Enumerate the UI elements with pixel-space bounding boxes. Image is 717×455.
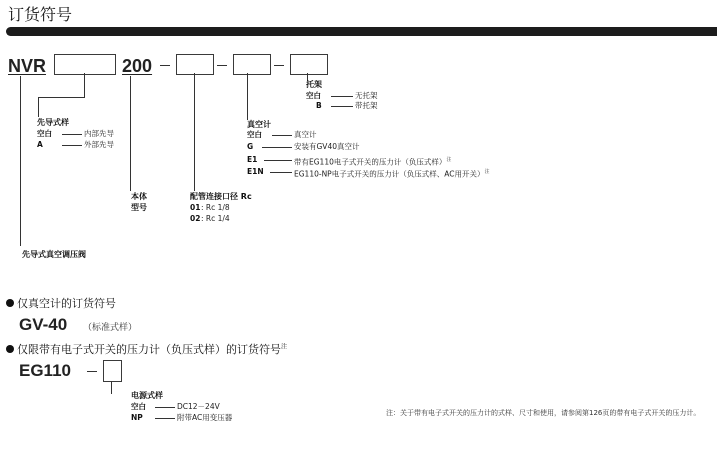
power-desc-ac: 附带AC用变压器: [177, 413, 233, 422]
body-model-label: 本体: [131, 192, 147, 201]
power-row-line: [155, 407, 175, 408]
port-desc-02: : Rc 1/4: [201, 214, 230, 223]
bracket-desc-none: 无托架: [355, 91, 378, 100]
gauge-code-g: G: [247, 142, 254, 151]
gauge-desc-1: 安装有GV40真空计: [294, 142, 360, 151]
gauge-row-line: [262, 147, 292, 148]
pilot-desc-external: 外部先导: [84, 140, 114, 149]
gauge-row-line: [264, 160, 292, 161]
port-leader-line: [194, 73, 195, 191]
eg110-code: EG110: [19, 361, 71, 380]
series-name: 先导式真空调压阀: [22, 250, 86, 259]
pilot-code-blank: 空白: [37, 129, 52, 138]
power-leader-line: [111, 381, 112, 394]
footnote: 注：关于带有电子式开关的压力计的式样、尺寸和使用，请参阅第126页的带有电子式开关的压力计。: [386, 409, 701, 417]
dash-2: [217, 65, 227, 66]
power-label: 电源式样: [131, 391, 163, 400]
gauge-row-line: [270, 172, 292, 173]
port-code-02: 02: [190, 214, 201, 223]
bullet-icon: [6, 345, 14, 353]
bracket-code-blank: 空白: [306, 91, 321, 100]
dash-3: [274, 65, 284, 66]
power-code-blank: 空白: [131, 402, 146, 411]
pilot-label: 先导式样: [37, 118, 69, 127]
port-code-01: 01: [190, 203, 201, 212]
body-leader-line: [130, 76, 131, 191]
power-desc-dc: DC12－24V: [177, 402, 220, 411]
pilot-leader-line: [84, 73, 85, 97]
bullet-icon: [6, 299, 14, 307]
gauge-label: 真空计: [247, 120, 271, 129]
section-eg110-heading: 仅限带有电子式开关的压力计（负压式样）的订货符号$^注$: [6, 341, 287, 357]
page-title: 订货符号: [8, 5, 73, 24]
dash-1: [160, 65, 170, 66]
pilot-desc-internal: 内部先导: [84, 129, 114, 138]
gauge-code-e1n: E1N: [247, 167, 264, 176]
pilot-row-line: [62, 134, 82, 135]
pilot-code-box: [54, 54, 116, 75]
gauge-note-mark: 注: [484, 169, 490, 175]
title-divider: [6, 27, 717, 36]
gv40-remark: （标准式样）: [83, 323, 138, 333]
pilot-row-line: [62, 145, 82, 146]
port-code-box: [176, 54, 214, 75]
bracket-code-b: B: [316, 101, 322, 110]
pilot-code-a: A: [37, 140, 43, 149]
heading-note-mark: 注: [281, 343, 288, 351]
vacuum-gauge-code-box: [233, 54, 271, 75]
gv40-code: GV-40: [19, 315, 68, 334]
gauge-desc-0: 真空计: [294, 130, 317, 139]
power-code-np: NP: [131, 413, 143, 422]
body-size: 200: [122, 56, 153, 76]
gauge-desc-3: EG110-NP电子式开关的压力计（负压式样、AC用开关）$^注$: [294, 169, 490, 179]
model-prefix: NVR: [8, 56, 47, 76]
pilot-leader-h: [38, 97, 85, 98]
body-model-label-2: 型号: [131, 203, 147, 212]
power-row-line: [155, 418, 175, 419]
bracket-desc-with: 带托架: [355, 101, 378, 110]
bracket-code-box: [290, 54, 328, 75]
port-label: 配管连接口径 Rc: [190, 192, 252, 201]
gauge-note-mark: 注: [446, 157, 452, 163]
pilot-leader-down: [38, 97, 39, 117]
gauge-desc-2: 带有EG110电子式开关的压力计（负压式样）$^注$: [294, 157, 452, 167]
gauge-leader-line: [247, 73, 248, 120]
power-code-box: [103, 360, 122, 382]
bracket-row-line: [331, 106, 353, 107]
eg110-dash: [87, 371, 97, 372]
bracket-label: 托架: [306, 80, 322, 89]
series-leader-line: [20, 76, 21, 246]
section-gauge-only-heading: 仅真空计的订货符号: [6, 295, 116, 311]
gauge-row-line: [272, 135, 292, 136]
port-desc-01: : Rc 1/8: [201, 203, 230, 212]
gauge-code-e1: E1: [247, 155, 258, 164]
gauge-code-blank: 空白: [247, 130, 262, 139]
bracket-row-line: [331, 96, 353, 97]
